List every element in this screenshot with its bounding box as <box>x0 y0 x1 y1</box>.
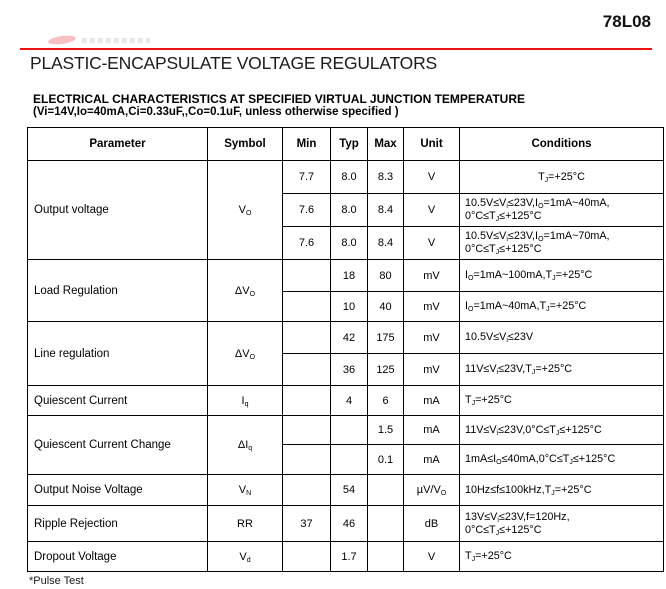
cell-conditions: $T_J=+25^\circ C$ <box>460 542 664 572</box>
section-conditions: (Vi=14V,Io=40mA,Ci=0.33uF,,Co=0.1uF, unless otherwise specified ) <box>33 106 399 118</box>
cell-typ: 4 <box>331 386 368 416</box>
logo-swoosh-icon <box>48 34 77 46</box>
cell-min: 37 <box>283 506 331 542</box>
logo-remnant <box>48 35 158 47</box>
cell-unit: V <box>404 542 460 572</box>
cell-conditions: $11V\le V_i\le 23V,0^\circ C\le T_J\le+125^\circ C$ <box>460 416 664 445</box>
table-row <box>28 161 664 194</box>
pulse-test-footnote: *Pulse Test <box>29 575 84 587</box>
cell-symbol: $\Delta V_O$ <box>208 260 283 322</box>
cell-typ: 1.7 <box>331 542 368 572</box>
cell-min <box>283 386 331 416</box>
cell-symbol: $I_q$ <box>208 386 283 416</box>
table-row <box>28 322 664 354</box>
cell-typ <box>331 445 368 475</box>
cell-parameter: Dropout Voltage <box>28 542 208 572</box>
cell-typ: 36 <box>331 354 368 386</box>
table-row <box>28 475 664 506</box>
cell-unit: $\mu V/V_O$ <box>404 475 460 506</box>
cell-unit: mA <box>404 445 460 475</box>
cell-min: 7.6 <box>283 194 331 227</box>
cell-typ: 8.0 <box>331 227 368 260</box>
cell-parameter: Ripple Rejection <box>28 506 208 542</box>
cell-max: 8.4 <box>368 194 404 227</box>
cell-min <box>283 322 331 354</box>
page-title: PLASTIC-ENCAPSULATE VOLTAGE REGULATORS <box>30 53 437 73</box>
cell-typ: 8.0 <box>331 194 368 227</box>
cell-unit: mV <box>404 354 460 386</box>
cell-conditions: $I_O=1mA\sim 40mA,T_J=+25^\circ C$ <box>460 292 664 322</box>
cell-typ: 54 <box>331 475 368 506</box>
cell-max <box>368 506 404 542</box>
column-header-conditions: Conditions <box>460 128 664 161</box>
cell-conditions: $I_O=1mA\sim 100mA,T_J=+25^\circ C$ <box>460 260 664 292</box>
table-row <box>28 260 664 292</box>
cell-min <box>283 354 331 386</box>
logo-text-smudge <box>82 38 150 43</box>
cell-typ: 46 <box>331 506 368 542</box>
cell-max <box>368 542 404 572</box>
cell-conditions: $T_J=+25^\circ C$ <box>460 386 664 416</box>
cell-max: 125 <box>368 354 404 386</box>
cell-max: 0.1 <box>368 445 404 475</box>
cell-max: 1.5 <box>368 416 404 445</box>
cell-parameter: Quiescent Current <box>28 386 208 416</box>
table-row <box>28 386 664 416</box>
electrical-characteristics-table <box>27 127 664 572</box>
cell-unit: mV <box>404 260 460 292</box>
cell-unit: mV <box>404 322 460 354</box>
part-number: 78L08 <box>602 12 651 31</box>
cell-unit: mA <box>404 386 460 416</box>
cell-typ <box>331 416 368 445</box>
table-header-row <box>28 128 664 161</box>
cell-min <box>283 292 331 322</box>
cell-unit: V <box>404 227 460 260</box>
table-row <box>28 542 664 572</box>
cell-unit: V <box>404 194 460 227</box>
cell-symbol: RR <box>208 506 283 542</box>
cell-max: 8.3 <box>368 161 404 194</box>
column-header-symbol: Symbol <box>208 128 283 161</box>
cell-typ: 42 <box>331 322 368 354</box>
cell-min <box>283 416 331 445</box>
cell-min <box>283 445 331 475</box>
cell-symbol: $\Delta V_O$ <box>208 322 283 386</box>
header-rule <box>20 48 652 50</box>
cell-conditions: $10.5V\le V_i\le 23V,I_O=1mA\sim 70mA$, $0^\circ C\le T_J\le+125^\circ C$ <box>460 227 664 260</box>
cell-conditions: $11V\le V_i\le 23V,T_J=+25^\circ C$ <box>460 354 664 386</box>
cell-conditions: $13V\le V_i\le 23V,f=120Hz$, $0^\circ C\le T_J\le+125^\circ C$ <box>460 506 664 542</box>
cell-unit: dB <box>404 506 460 542</box>
cell-conditions: $10.5V\le V_i\le 23V$ <box>460 322 664 354</box>
cell-symbol: $V_O$ <box>208 161 283 260</box>
cell-max <box>368 475 404 506</box>
column-header-min: Min <box>283 128 331 161</box>
column-header-unit: Unit <box>404 128 460 161</box>
cell-min: 7.7 <box>283 161 331 194</box>
cell-min <box>283 475 331 506</box>
cell-conditions: $10Hz\le f\le 100kHz,T_J=+25^\circ C$ <box>460 475 664 506</box>
column-header-parameter: Parameter <box>28 128 208 161</box>
cell-max: 80 <box>368 260 404 292</box>
cell-max: 6 <box>368 386 404 416</box>
cell-conditions: $T_J=+25^\circ C$ <box>460 161 664 194</box>
cell-max: 40 <box>368 292 404 322</box>
cell-max: 175 <box>368 322 404 354</box>
cell-unit: mA <box>404 416 460 445</box>
cell-parameter: Output Noise Voltage <box>28 475 208 506</box>
cell-parameter: Quiescent Current Change <box>28 416 208 475</box>
section-heading: ELECTRICAL CHARACTERISTICS AT SPECIFIED VIRTUAL JUNCTION TEMPERATURE <box>33 92 526 106</box>
cell-typ: 8.0 <box>331 161 368 194</box>
cell-parameter: Load Regulation <box>28 260 208 322</box>
table-row <box>28 416 664 445</box>
cell-unit: mV <box>404 292 460 322</box>
cell-parameter: Line regulation <box>28 322 208 386</box>
column-header-max: Max <box>368 128 404 161</box>
cell-parameter: Output voltage <box>28 161 208 260</box>
cell-typ: 18 <box>331 260 368 292</box>
table-row <box>28 506 664 542</box>
table-body <box>28 161 664 572</box>
cell-unit: V <box>404 161 460 194</box>
cell-symbol: $V_N$ <box>208 475 283 506</box>
cell-max: 8.4 <box>368 227 404 260</box>
cell-min: 7.6 <box>283 227 331 260</box>
column-header-typ: Typ <box>331 128 368 161</box>
cell-min <box>283 260 331 292</box>
cell-conditions: $10.5V\le V_i\le 23V,I_O=1mA\sim 40mA$, $0^\circ C\le T_J\le+125^\circ C$ <box>460 194 664 227</box>
cell-symbol: $V_d$ <box>208 542 283 572</box>
cell-min <box>283 542 331 572</box>
cell-symbol: $\Delta I_q$ <box>208 416 283 475</box>
cell-conditions: $1mA\le I_O\le 40mA,0^\circ C\le T_J\le+125^\circ C$ <box>460 445 664 475</box>
cell-typ: 10 <box>331 292 368 322</box>
